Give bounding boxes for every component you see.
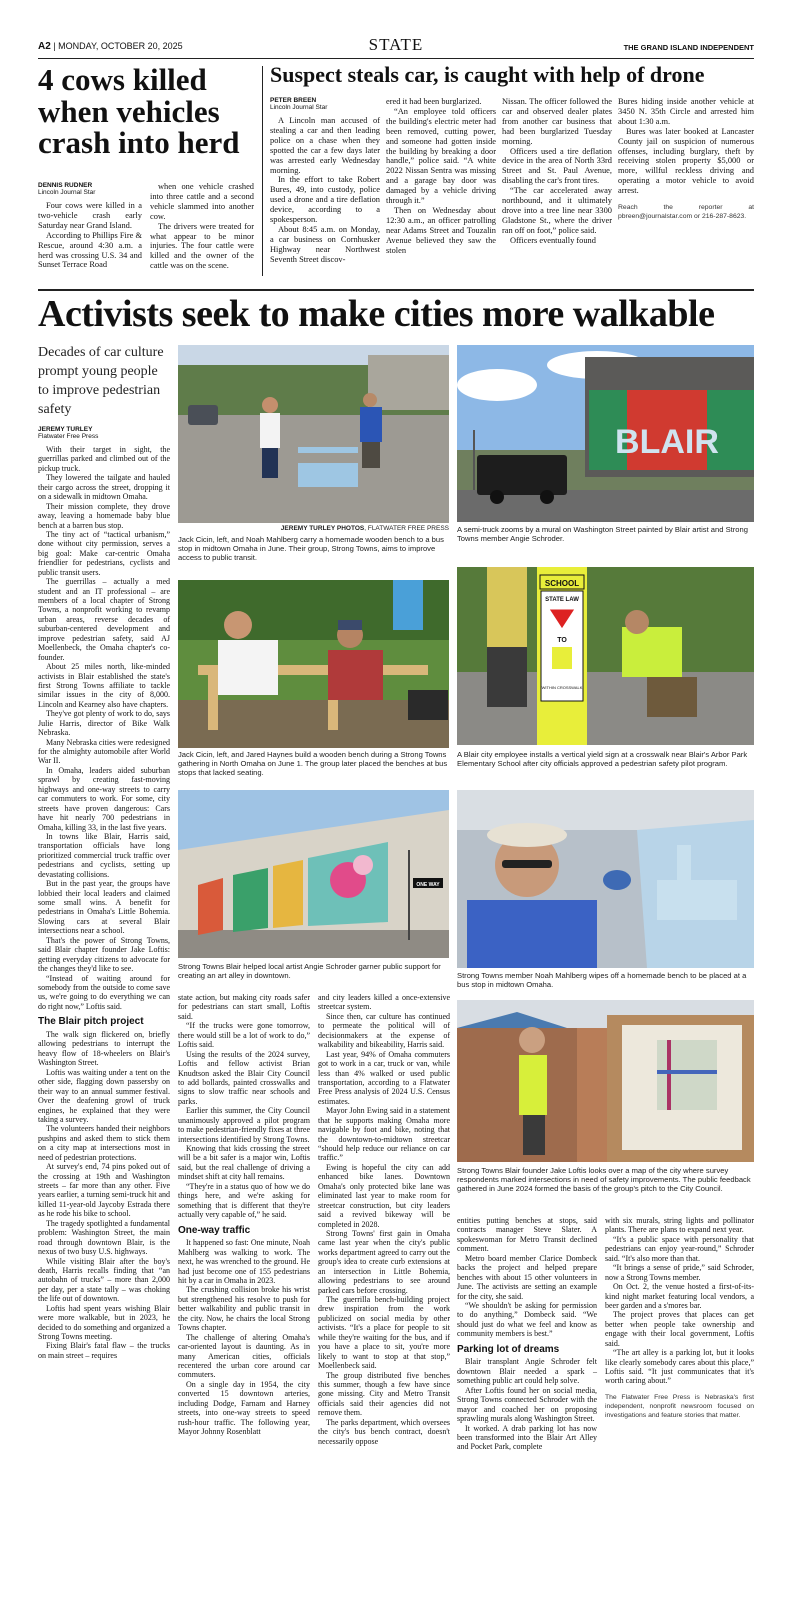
sign-to-text: TO: [557, 637, 567, 644]
paragraph: “We shouldn't be asking for permission to do anything,” Dombeck said. “We should just do what we feel and know as community members is best.”: [457, 1300, 597, 1339]
photo-bench-carry: [178, 345, 449, 523]
cows-col2: [150, 182, 254, 271]
paragraph: “The art alley is a parking lot, but it looks like clearly somebody cares about this place,” Loftis said. “It just communicates that it's worth caring about.”: [605, 1348, 754, 1386]
paragraph: With their target in sight, the guerrillas parked and climbed out of the pickup truck.: [38, 445, 170, 473]
caption-bench-build: Jack Cicin, left, and Jared Haynes build a wooden bench during a Strong Towns gathering in North Omaha on June 1. The group later placed the benches at bus stops that lacked seating.: [178, 750, 448, 778]
subhead-parking-lot: Parking lot of dreams: [457, 1343, 560, 1355]
paragraph: After Loftis found her on social media, Strong Towns connected Schroder with the mayor and coached her on proposing sprawling murals along Washington Street.: [457, 1385, 597, 1424]
paragraph: At survey's end, 74 pins poked out of the crossing at 19th and Washington streets – far more than any other. Five years earlier, a turning semi-truck hit and killed 11-year-old Jaycoby Estrada there as he rode his bike to school.: [38, 1162, 170, 1219]
paragraph: According to Phillips Fire & Rescue, around 4:30 a.m. a herd was crossing U.S. 34 and Sunset Terrace Road: [38, 230, 142, 270]
mural-lettering: BLAIR: [615, 423, 719, 461]
paragraph: But in the past year, the groups have lobbied their local leaders and claimed some small wins. A benefit for pedestrians in Omaha's Little Bohemia. Slowing cars at several Blair intersections near a school.: [38, 879, 170, 936]
main-col5: [605, 1216, 754, 1420]
newspaper-name: THE GRAND ISLAND INDEPENDENT: [623, 43, 754, 52]
subhead-one-way: One-way traffic: [178, 1224, 251, 1236]
caption-bench-carry: Jack Cicin, left, and Noah Mahlberg carry a homemade wooden bench to a bus stop in midtown Omaha in June. Their group, Strong Towns, aims to improve access to public transit.: [178, 535, 444, 563]
paragraph: Metro board member Clarice Dombeck backs the project and helped prepare benches with about 15 other volunteers in June. The activists are setting an example for the city, she said.: [457, 1253, 597, 1301]
main-byline-org: Flatwater Free Press: [38, 433, 99, 440]
semi-mural-image: [457, 345, 754, 522]
caption-wipe-bench: Strong Towns member Noah Mahlberg wipes off a homemade bench to be placed at a bus stop in midtown Omaha.: [457, 971, 747, 990]
paragraph: The drivers were treated for what appear to be minor injuries. The four cattle were killed and the owner of the cattle was on the scene.: [150, 221, 254, 271]
paragraph: Last year, 94% of Omaha commuters got to work in a car, truck or van, while less than 4% walked or used public transportation, according to a Flatwater Free Press analysis of 2024 U.S. Census estimates.: [318, 1049, 450, 1106]
caption-semi-mural: A semi-truck zooms by a mural on Washington Street painted by Blair artist and Strong Towns member Angie Schroder.: [457, 525, 748, 544]
paragraph: when one vehicle crashed into three cattle and a second vehicle slammed into another cow.: [150, 182, 254, 221]
paragraph: The crushing collision broke his wrist but strengthened his resolve to push for better walkability and public transit in the city. Now, he chairs the local Strong Towns chapter.: [178, 1285, 310, 1333]
yield-sign-image: [457, 567, 754, 745]
main-col3: [318, 993, 450, 1446]
paragraph: Knowing that kids crossing the street will be a bit safer is a major win, Loftis said, but the real challenge of driving a mindset shift at city hall remains.: [178, 1144, 310, 1182]
section-name: STATE: [368, 35, 424, 54]
paragraph: The tiny act of “tactical urbanism,” done without city permission, serves a big goal: Make car-centric Omaha friendlier for pedestrians, cyclists and public transit users.: [38, 529, 170, 577]
sign-state-law-text: STATE LAW: [545, 597, 579, 603]
photo-semi-mural: [457, 345, 754, 522]
photo-bench-build: [178, 580, 449, 748]
column-divider: [262, 66, 263, 276]
paragraph: Nissan. The officer followed the car and observed dealer plates from another car business that had been burglarized Tuesday morning.: [502, 97, 612, 146]
newsroom-tagline: The Flatwater Free Press is Nebraska's first independent, nonprofit newsroom focused on investigations and feature stories that matter.: [605, 1393, 754, 1419]
paragraph: Then on Wednesday about 12:30 a.m., an officer patrolling near Adams Street and Touzalin Avenue believed they saw the stolen: [386, 205, 496, 255]
drone-col2: [386, 97, 496, 256]
photo-art-alley: [178, 790, 449, 958]
cows-body-1: [38, 201, 142, 270]
drone-byline-org: Lincoln Journal Star: [270, 104, 328, 111]
section-divider: [38, 289, 754, 291]
paragraph: The project proves that places can get better when people take ownership and engage with their local government, Loftis said.: [605, 1310, 754, 1348]
paragraph: The parks department, which oversees the city's bus bench contract, doesn't necessarily oppose: [318, 1417, 450, 1446]
paragraph: They've got plenty of work to do, says Julie Harris, director of Bike Walk Nebraska.: [38, 709, 170, 738]
page-header: A2 | MONDAY, OCTOBER 20, 2025 STATE THE GRAND ISLAND INDEPENDENT: [38, 35, 754, 59]
caption-art-alley: Strong Towns Blair helped local artist Angie Schroder garner public support for creating an art alley in downtown.: [178, 962, 441, 981]
paragraph: The guerrilla bench-building project drew inspiration from the work publicized on social media by other activists. “It's a place for people to sit while they're waiting for the bus, and if you have a place to sit, you're more likely to want to stop at that stop,” Moellenbeck said.: [318, 1295, 450, 1371]
cows-headline: 4 cows killed when vehicles crash into herd: [38, 62, 240, 161]
main-headline: Activists seek to make cities more walkable: [38, 293, 715, 335]
paragraph: Blair transplant Angie Schroder felt downtown Blair needed a spark – something public art could help solve.: [457, 1357, 597, 1386]
paragraph: Fixing Blair's fatal flaw – the trucks on main street – requires: [38, 1341, 170, 1360]
photo-wipe-bench: [457, 790, 754, 968]
subhead-blair-pitch: The Blair pitch project: [38, 1016, 144, 1028]
paragraph: Four cows were killed in a two-vehicle crash early Saturday near Grand Island.: [38, 201, 142, 230]
paragraph: Loftis was waiting under a tent on the other side, flagging down passersby on their way to an annual summer festival. Over the deafening growl of truck engines, he explained that they were taking a survey.: [38, 1067, 170, 1124]
paragraph: Bures was later booked at Lancaster County jail on suspicion of numerous offenses, including burglary, theft by receiving stolen property $5,000 or more, willful reckless driving and operating a motor vehicle to avoid arrest.: [618, 126, 754, 196]
paragraph: Using the results of the 2024 survey, Loftis and fellow activist Brian Knudtson asked the Blair City Council to add bollards, painted crosswalks and signs to slow traffic near schools and parks.: [178, 1049, 310, 1106]
drone-headline: Suspect steals car, is caught with help of drone: [270, 62, 705, 87]
paragraph: About 8:45 a.m. on Monday, a car business on Cornhusker Highway near Northwest Seventh Street discov-: [270, 224, 380, 264]
paragraph: A Lincoln man accused of stealing a car and then leading police on a chase when they spotted the car a few days later was arrested early Wednesday morning.: [270, 116, 380, 175]
cows-byline: DENNIS RUDNER: [38, 182, 93, 189]
paragraph: entities putting benches at stops, said contracts manager Steve Slater. A spokeswoman for Metro Transit declined comment.: [457, 1216, 597, 1254]
bench-carry-image: [178, 345, 449, 523]
paragraph: On Oct. 2, the venue hosted a first-of-its-kind night market featuring local vendors, a beer garden and a s'mores bar.: [605, 1282, 754, 1310]
paragraph: The guerrillas – actually a med student and an IT professional – are members of a local chapter of Strong Towns, a nonprofit working to revamp urban areas, reverse decades of suburban-centered development and improve pedestrian safety, said AJ Moellenbeck, the Omaha chapter's co-founder.: [38, 577, 170, 662]
page-number: A2: [38, 41, 51, 52]
paragraph: Ewing is hopeful the city can add enhanced bike lanes. Downtown Omaha's only protected bike lane was eliminated last year to make room for streetcar construction, but city leaders said a revived bikeway will be completed in 2028.: [318, 1162, 450, 1229]
wipe-bench-image: [457, 790, 754, 968]
paragraph: The walk sign flickered on, briefly allowing pedestrians to interrupt the heavy flow of 18-wheelers on Blair's Washington Street.: [38, 1030, 170, 1068]
cows-byline-org: Lincoln Journal Star: [38, 189, 96, 196]
paragraph: The group distributed five benches this summer, though a few have since gone missing. City and Metro Transit officials said their agencies did not remove them.: [318, 1370, 450, 1418]
sign-crosswalk-text: WITHIN CROSSWALK: [541, 685, 583, 690]
main-deck: Decades of car culture prompt young people to improve pedestrian safety: [38, 345, 164, 417]
drone-col1: [270, 97, 380, 265]
paragraph: About 25 miles north, like-minded activists in Blair established the state's first Strong Towns affiliate to tackle similar issues in the city of 8,000. Lincoln and Kearney also have chapters.: [38, 662, 170, 709]
one-way-sign-text: ONE WAY: [416, 882, 440, 888]
main-byline: JEREMY TURLEY: [38, 426, 93, 433]
paragraph: state action, but making city roads safer for pedestrians can start small, Loftis said.: [178, 993, 310, 1021]
paragraph: “They're in a status quo of how we do things here, and we're asking for something that is different that they're actually very capable of,” he said.: [178, 1181, 310, 1220]
paragraph: Officers eventually found: [510, 235, 596, 245]
paragraph: “The car accelerated away northbound, and it ultimately drove into a tree line near 3300 Gladstone St., where the driver ran off on foot,” police said.: [502, 186, 612, 235]
paragraph: “Instead of waiting around for somebody from the outside to come save us, we're going to do everything we can do right now,” Loftis said.: [38, 973, 170, 1011]
reporter-contact: Reach the reporter at pbreen@journalstar.com or 216-287-8623.: [618, 204, 754, 220]
paragraph: Mayor John Ewing said in a statement that he supports making Omaha more navigable by foot and bike, noting that the downtown-to-midtown streetcar “should help reduce our reliance on car traffic.”: [318, 1106, 450, 1163]
caption-map: Strong Towns Blair founder Jake Loftis looks over a map of the city where survey respondents marked intersections in need of safety improvements. The public feedback gathered in June 2024 formed the basis of the group's pitch to the City Council.: [457, 1166, 751, 1194]
paragraph: “It brings a sense of pride,” said Schroder, now a Strong Towns member.: [605, 1263, 754, 1282]
paragraph: It worked. A drab parking lot has now been transformed into the Blair Art Alley and Pocket Park, complete: [457, 1423, 597, 1452]
paragraph: The tragedy spotlighted a fundamental problem: Washington Street, the main road through downtown Blair, is the nexus of two busy U.S. highways.: [38, 1218, 170, 1257]
paragraph: Bures hiding inside another vehicle at 3450 N. 35th Circle and arrested him about 1:30 a.m.: [618, 97, 754, 126]
paragraph: That's the power of Strong Towns, said Blair chapter founder Jake Loftis: getting everyday citizens to advocate for the changes they'd like to see.: [38, 935, 170, 974]
main-col4: [457, 1216, 597, 1452]
map-survey-image: [457, 1000, 754, 1162]
paragraph: They lowered the tailgate and hauled their cargo across the street, dropping it on a sidewalk in midtown Omaha.: [38, 473, 170, 502]
paragraph: In Omaha, leaders aided suburban sprawl by creating fast-moving highways and one-way streets to carry car commuters to work. For some, city streets have proven dangerous: Cars have hit nearly 700 pedestrians in Omaha, killing 33, in the last five years.: [38, 765, 170, 832]
paragraph: On a single day in 1954, the city converted 15 downtown arteries, including Dodge, Farnam and Harney streets, into one-way streets to speed rush-hour traffic. The following year, Mayor Johnny Rosenblatt: [178, 1379, 310, 1437]
paragraph: While visiting Blair after the boy's death, Harris recalls finding that “an autobahn of trucks” – more than 2,000 per day, per a state tally – was choking the life out of downtown.: [38, 1256, 170, 1304]
photo-credit: JEREMY TURLEY PHOTOS, FLATWATER FREE PRESS: [280, 525, 449, 532]
photo-map: [457, 1000, 754, 1162]
drone-byline: PETER BREEN: [270, 97, 317, 104]
art-alley-image: [178, 790, 449, 958]
main-col1: [38, 426, 170, 1360]
paragraph: Loftis had spent years wishing Blair were more walkable, but in 2023, he decided to do something and organized a Strong Towns meeting.: [38, 1303, 170, 1342]
paragraph: The volunteers handed their neighbors pushpins and asked them to stick them on a city map at intersections most in need of pedestrian protections.: [38, 1124, 170, 1162]
paragraph: and city leaders killed a once-extensive streetcar system.: [318, 993, 450, 1012]
photo-yield-sign: [457, 567, 754, 745]
paragraph: “It's a public space with personality that pedestrians can enjoy year-round,” Schroder said. “It's also more than that.: [605, 1234, 754, 1263]
paragraph: with six murals, string lights and pollinator plants. There are plans to expand next year.: [605, 1216, 754, 1235]
paragraph: It happened so fast: One minute, Noah Mahlberg was walking to work. The next, he was wrenched to the ground. He had just become one of 155 pedestrians hit by a car in Omaha in 2023.: [178, 1238, 310, 1286]
issue-date: MONDAY, OCTOBER 20, 2025: [58, 41, 183, 51]
paragraph: Their mission complete, they drove away, leaving a homemade baby blue bench at a barren bus stop.: [38, 501, 170, 530]
bench-build-image: [178, 580, 449, 748]
drone-col3: [502, 97, 612, 246]
main-col2: [178, 993, 310, 1436]
cows-col1: [38, 182, 142, 270]
caption-yield-sign: A Blair city employee installs a vertical yield sign at a crosswalk near Blair's Arbor Park Elementary School after city officials approved a pedestrian safety pilot program.: [457, 750, 748, 769]
paragraph: “If the trucks were gone tomorrow, there would still be a lot of work to do,” Loftis said.: [178, 1021, 310, 1050]
paragraph: The challenge of altering Omaha's car-oriented layout is daunting. As in many American cities, officials recentered the urban core around car commuters.: [178, 1332, 310, 1380]
sign-school-text: SCHOOL: [544, 579, 580, 588]
paragraph: Many Nebraska cities were redesigned for the almighty automobile after World War II.: [38, 737, 170, 766]
paragraph: In the effort to take Robert Bures, 49, into custody, police used a drone and a tire deflation device, according to a spokesperson.: [270, 175, 380, 225]
paragraph: In towns like Blair, Harris said, transportation officials have long prioritized commercial truck traffic over pedestrians and cyclists, setting up devastating collisions.: [38, 831, 170, 879]
paragraph: ered it had been burglarized.: [386, 97, 482, 106]
paragraph: Earlier this summer, the City Council unanimously approved a pilot program to make pedestrian-friendly fixes at three intersections identified by Strong Towns.: [178, 1106, 310, 1144]
paragraph: Strong Towns' first gain in Omaha came last year when the city's public works department agreed to carry out the group's idea to create curb extensions at an intersection in Little Bohemia, allowing pedestrians to see around parked cars before crossing.: [318, 1228, 450, 1295]
paragraph: Since then, car culture has continued to permeate the political will of decisionmakers at the expense of walkability and bikeability, Harris said.: [318, 1011, 450, 1050]
drone-col4: [618, 97, 754, 222]
paragraph: “An employee told officers the building's electric meter had been removed, cutting power, and someone had gotten inside the building by breaking a door handle,” police said. “A white 2022 Nissan Sentra was missing and a garage bay door was damaged by a vehicle driving through it.”: [386, 106, 496, 206]
paragraph: Officers used a tire deflation device in the area of North 33rd Street and St. Paul Avenue, disabling the car's front tires.: [502, 146, 612, 186]
